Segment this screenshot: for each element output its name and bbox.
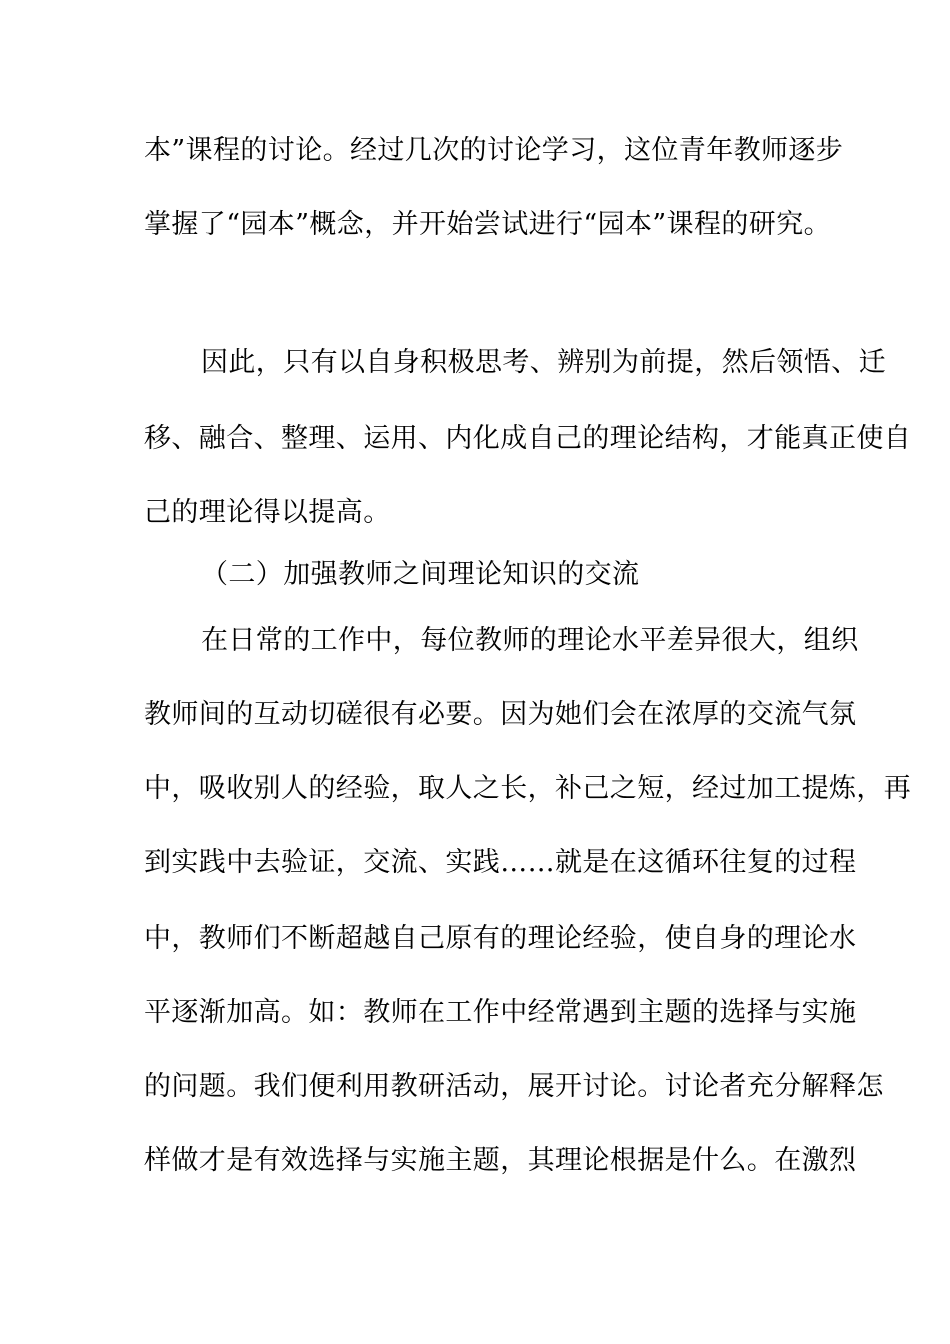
paragraph-3-line-4: 到实践中去验证，交流、实践……就是在这循环往复的过程 <box>144 847 857 878</box>
paragraph-3-line-1: 在日常的工作中，每位教师的理论水平差异很大，组织 <box>201 625 859 656</box>
paragraph-2-line-1: 因此，只有以自身积极思考、辨别为前提，然后领悟、迁 <box>201 347 886 378</box>
paragraph-2-line-3: 己的理论得以提高。 <box>144 497 391 528</box>
section-heading: （二）加强教师之间理论知识的交流 <box>201 559 640 590</box>
paragraph-3-line-7: 的问题。我们便利用教研活动，展开讨论。讨论者充分解释怎 <box>144 1071 884 1102</box>
paragraph-3-line-2: 教师间的互动切磋很有必要。因为她们会在浓厚的交流气氛 <box>144 699 857 730</box>
paragraph-2-line-2: 移、融合、整理、运用、内化成自己的理论结构，才能真正使自 <box>144 423 912 454</box>
paragraph-3-line-3: 中，吸收别人的经验，取人之长，补己之短，经过加工提炼，再 <box>144 773 912 804</box>
paragraph-1-line-2: 掌握了“园本”概念，并开始尝试进行“园本”课程的研究。 <box>144 209 832 240</box>
paragraph-3-line-5: 中，教师们不断超越自己原有的理论经验，使自身的理论水 <box>144 923 857 954</box>
paragraph-3-line-8: 样做才是有效选择与实施主题，其理论根据是什么。在激烈 <box>144 1145 857 1176</box>
paragraph-3-line-6: 平逐渐加高。如：教师在工作中经常遇到主题的选择与实施 <box>144 997 857 1028</box>
paragraph-1-line-1: 本”课程的讨论。经过几次的讨论学习，这位青年教师逐步 <box>144 135 844 166</box>
